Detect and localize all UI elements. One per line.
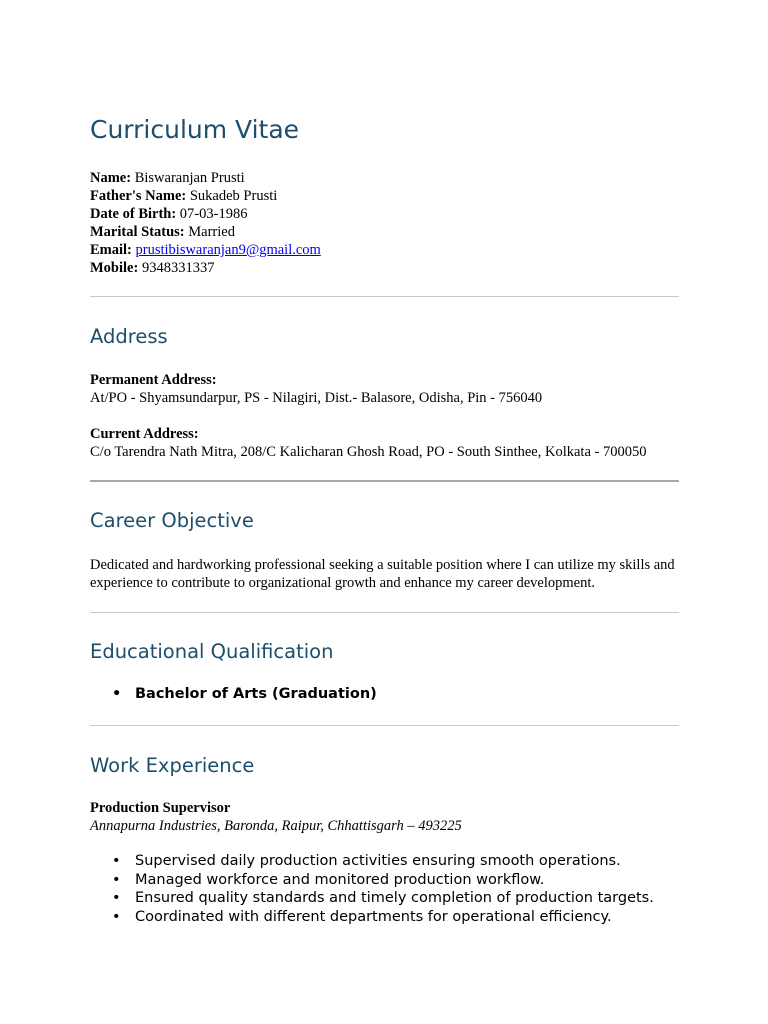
- dob-value: 07-03-1986: [179, 206, 248, 222]
- name-label: Name:: [90, 170, 132, 186]
- objective-heading: Career Objective: [90, 509, 254, 532]
- mobile-label: Mobile:: [90, 260, 139, 276]
- education-heading: Educational Qualification: [90, 640, 334, 663]
- marital-value: Married: [188, 224, 235, 240]
- name-value: Biswaranjan Prusti: [134, 170, 245, 186]
- current-address-label: Current Address:: [90, 426, 199, 442]
- education-list: [90, 685, 679, 704]
- divider: [90, 612, 679, 613]
- divider: [90, 480, 679, 482]
- permanent-address-value: At/PO - Shyamsundarpur, PS - Nilagiri, Dist.- Balasore, Odisha, Pin - 756040: [90, 390, 543, 406]
- mobile-row: [90, 259, 321, 277]
- marital-row: [90, 223, 321, 241]
- list-item: • Managed workforce and monitored production workflow.: [90, 871, 679, 890]
- name-row: [90, 169, 321, 187]
- job-title: Production Supervisor: [90, 800, 231, 816]
- list-item: • Bachelor of Arts (Graduation): [90, 685, 679, 704]
- email-label: Email:: [90, 242, 132, 258]
- email-link[interactable]: prustibiswaranjan9@gmail.com: [135, 242, 321, 258]
- father-value: Sukadeb Prusti: [189, 188, 278, 204]
- list-item: • Ensured quality standards and timely completion of production targets.: [90, 889, 679, 908]
- mobile-value: 9348331337: [141, 260, 215, 276]
- objective-text: Dedicated and hardworking professional seeking a suitable position where I can utilize my skills and experience to contribute to organizational growth and enhance my career development.: [90, 557, 675, 591]
- list-item: • Supervised daily production activities ensuring smooth operations.: [90, 852, 679, 871]
- marital-label: Marital Status:: [90, 224, 185, 240]
- email-row: [90, 241, 321, 259]
- divider: [90, 725, 679, 726]
- current-address-value: C/o Tarendra Nath Mitra, 208/C Kalicharan Ghosh Road, PO - South Sinthee, Kolkata - 700050: [90, 444, 647, 460]
- job-entry: [90, 799, 462, 835]
- current-address: [90, 425, 646, 461]
- dob-label: Date of Birth:: [90, 206, 177, 222]
- company-location: Annapurna Industries, Baronda, Raipur, Chhattisgarh – 493225: [90, 818, 462, 834]
- duties-list: [90, 852, 679, 926]
- dob-row: [90, 205, 321, 223]
- work-heading: Work Experience: [90, 754, 255, 777]
- list-item: • Coordinated with different departments for operational efficiency.: [90, 908, 679, 927]
- father-label: Father's Name:: [90, 188, 187, 204]
- divider: [90, 296, 679, 297]
- father-row: [90, 187, 321, 205]
- permanent-address-label: Permanent Address:: [90, 372, 217, 388]
- address-heading: Address: [90, 325, 168, 348]
- permanent-address: [90, 371, 542, 407]
- personal-details: [90, 169, 321, 277]
- page-title: Curriculum Vitae: [90, 115, 300, 144]
